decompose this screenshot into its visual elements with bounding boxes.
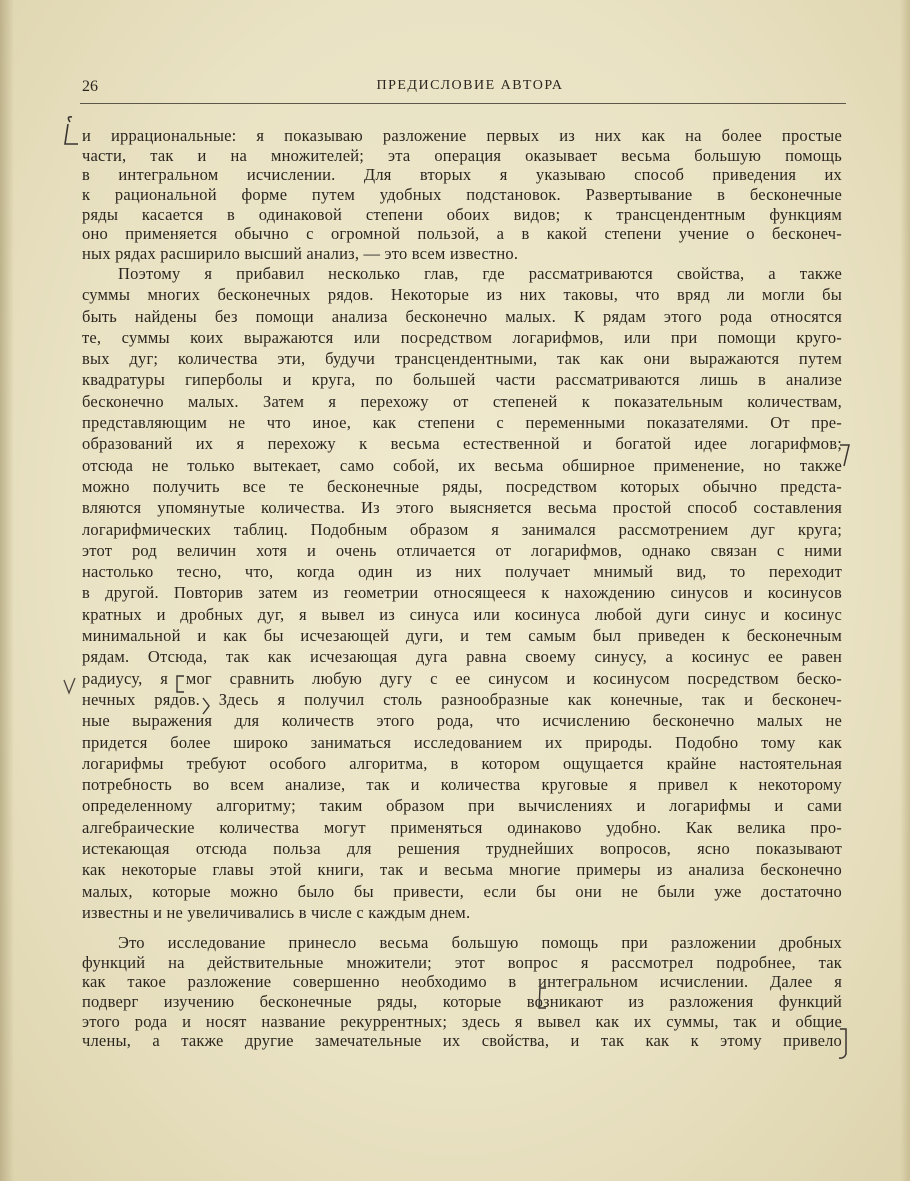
paragraph-3 [82,933,842,1051]
text-line: подверг изучению бесконечные ряды, которые возникают из разложения функций [82,992,842,1012]
handwritten-check-mark [62,676,78,696]
text-line: логарифмических таблиц. Подобным образом я занимался рассмотрением дуг круга; [82,519,842,539]
text-line: как некоторые главы этой книги, так и весьма многие примеры из анализа бесконечно [82,860,842,880]
text-line: кратных и дробных дуг, я вывел из синуса или косинуса любой дуги синус и косинус [82,604,842,624]
text-line: придется более широко заниматься исследованием их природы. Подобно тому как [82,732,842,752]
text-line: нечных рядов. Здесь я получил столь разнообразные как конечные, так и бесконеч- [82,689,842,709]
text-line: в другой. Повторив затем из геометрии относящееся к нахождению синусов и косинусов [82,583,842,603]
header-rule [80,103,846,104]
text-line: ных рядах расширило высший анализ, — это всем известно. [82,244,519,264]
text-line: можно получить все те бесконечные ряды, посредством которых обычно предста- [82,476,842,496]
text-line: и иррациональные: я показываю разложение первых из них как на более простые [82,126,842,145]
text-line: в интегральном исчислении. Для вторых я указываю способ приведения их [82,165,842,185]
text-line: бесконечно малых. Затем я перехожу от степеней к показательным количествам, [82,391,842,411]
text-line: ряды касается в одинаковой степени обоих видов; к трансцендентным функциям [82,204,842,224]
handwritten-close-bracket [201,696,211,718]
page-edge-left [0,0,14,1181]
text-line: потребность во всем анализе, так и количества круговые я привел к некоторому [82,775,842,795]
text-line: быть найдены без помощи анализа бесконечно малых. К рядам этого рода относятся [82,306,842,326]
text-line: образований их я перехожу к весьма естественной и богатой идее логарифмов; [82,434,842,454]
handwritten-close-bracket [838,1026,852,1062]
text-line: суммы многих бесконечных рядов. Некоторые из них таковы, что вряд ли могли бы [82,285,842,305]
text-line: представляющим не что иное, как степени с переменными показателями. От пре- [82,413,842,433]
text-line: малых, которые можно было бы привести, если бы они не были уже достаточно [82,881,842,901]
text-line: вляются упомянутые количества. Из этого выясняется весьма простой способ составления [82,498,842,518]
handwritten-open-bracket [536,986,548,1012]
text-line: вых дуг; количества эти, будучи трансцендентными, так как они выражаются путем [82,349,842,369]
paragraph-2 [82,263,842,923]
text-line: настолько тесно, что, когда один из них получает мнимый вид, то переходит [82,562,842,582]
text-line: логарифмы требуют особого алгоритма, в котором ощущается крайне настоятельная [82,753,842,773]
text-line: истекающая отсюда польза для решения труднейших вопросов, ясно показывают [82,839,842,859]
running-head: ПРЕДИСЛОВИЕ АВТОРА [376,78,564,93]
text-line: части, так и на множителей; эта операция оказывает весьма большую помощь [82,145,842,165]
text-line: отсюда не только вытекает, само собой, их весьма обширное применение, но также [82,455,842,475]
text-line: определенному алгоритму; таким образом при вычислениях и логарифмы и сами [82,796,842,816]
text-line: те, суммы коих выражаются или посредством логарифмов, или при помощи круго- [82,327,842,347]
text-line: этот род величин хотя и очень отличается от логарифмов, однако связан с ними [82,540,842,560]
text-line: известны и не увеличивались в числе с каждым днем. [82,902,471,922]
text-line: как такое разложение совершенно необходимо в интегральном исчислении. Далее я [82,972,842,992]
text-line: рядам. Отсюда, так как исчезающая дуга равна своему синусу, а косинус ее равен [82,647,842,667]
text-line: минимальной и как бы исчезающей дуги, и тем самым был приведен к бесконечным [82,626,842,646]
text-line: Это исследование принесло весьма большую помощь при разложении дробных [118,933,842,952]
text-line: оно применяется обычно с огромной пользой, а в какой степени учение о бесконеч- [82,224,842,244]
handwritten-bracket-mark [60,114,82,148]
text-line: радиусу, я мог сравнить любую дугу с ее синусом и косинусом посредством беско- [82,668,842,688]
handwritten-open-bracket [174,674,186,696]
text-line: квадратуры гиперболы и круга, по большей части рассматриваются лишь в анализе [82,370,842,390]
text-line: этого рода и носят название рекуррентных; здесь я вывел как их суммы, так и общие [82,1011,842,1031]
text-line: функций на действительные множители; этот вопрос я рассмотрел подробнее, так [82,952,842,972]
paragraph-1 [82,126,842,264]
text-line: алгебраические количества могут применяться одинаково удобно. Как велика про- [82,817,842,837]
text-line: Поэтому я прибавил несколько глав, где рассматриваются свойства, а также [118,264,842,283]
page-edge-right [900,0,910,1181]
handwritten-closing-bracket [838,442,852,470]
text-line: к рациональной форме путем удобных подстановок. Развертывание в бесконечные [82,185,842,205]
text-line: ные выражения для количеств этого рода, что исчислению бесконечно малых не [82,711,842,731]
page-number: 26 [82,78,98,95]
text-line: члены, а также другие замечательные их свойства, и так как к этому привело [82,1031,842,1051]
